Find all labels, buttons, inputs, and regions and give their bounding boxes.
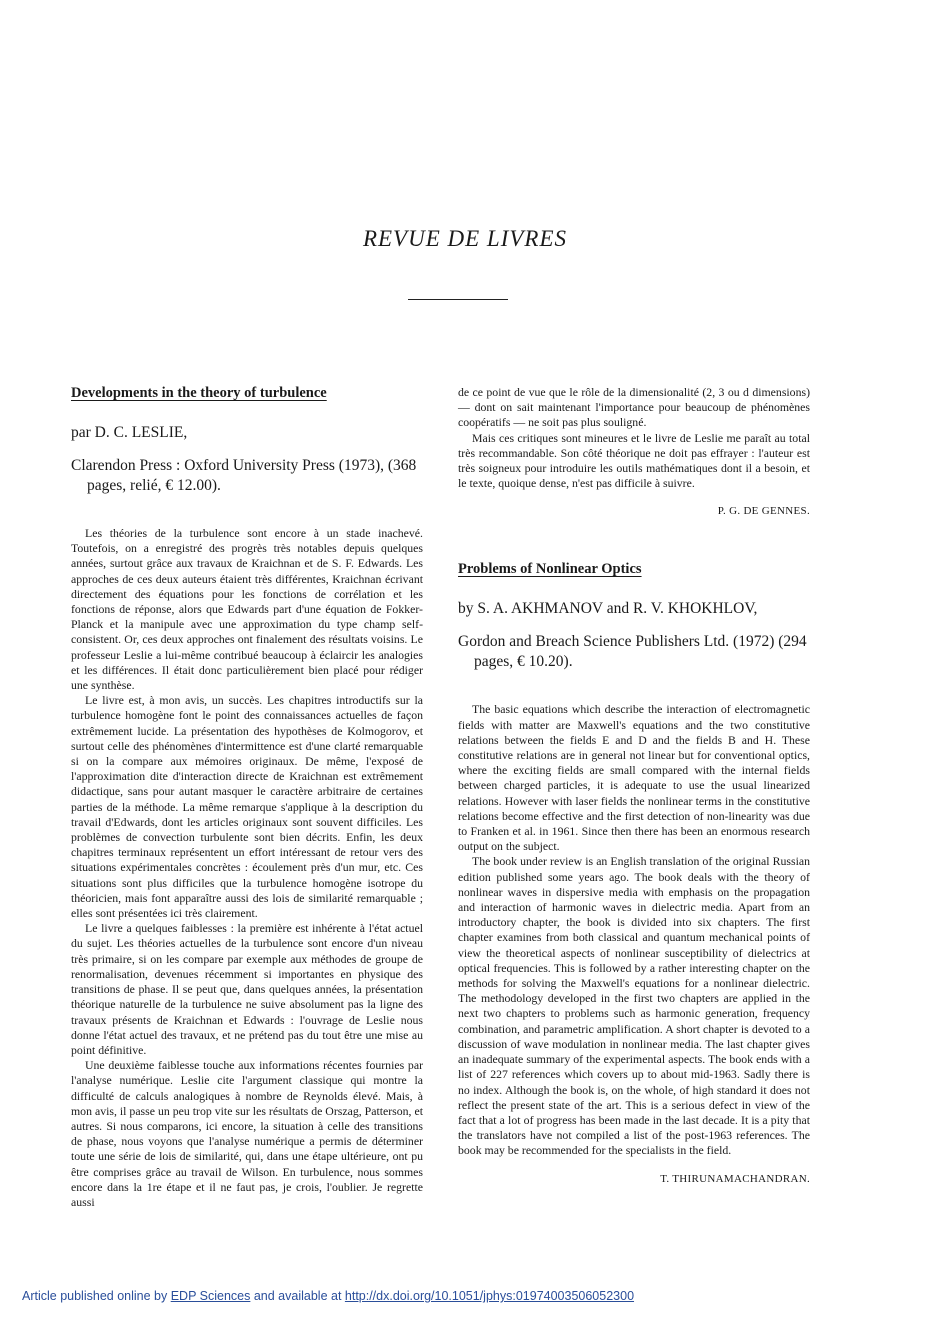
left-column bbox=[71, 385, 423, 1210]
review2-title: Problems of Nonlinear Optics bbox=[458, 561, 642, 578]
review1-paragraph: Le livre a quelques faiblesses : la première est inhérente à l'état actuel du sujet. Les théories actuelles de la turbulence sont encore d'un niveau très primaire, si on les compare par exemple aux méthodes de groupe de renormalisation, devenues récemment si importantes en physique des transitions de phase. Il se peut que, dans quelques années, la présentation théorique naturelle de la turbulence ne suive absolument pas la ligne des travaux présents de Kraichnan et Edwards : l'ouvrage de Leslie nous donne l'état actuel des travaux, et ne prétend pas du tout être une mise au point définitive. bbox=[71, 921, 423, 1057]
review2-signature: T. THIRUNAMACHANDRAN. bbox=[660, 1172, 810, 1185]
review1-continuation-block bbox=[458, 385, 810, 491]
review1-publisher: Clarendon Press : Oxford University Press (1973), (368 pages, relié, € 12.00). bbox=[71, 457, 417, 494]
review2-body bbox=[458, 702, 810, 1158]
review2-paragraph: The basic equations which describe the interaction of electromagnetic fields with matter are Maxwell's equations and the two constitutive relations between the fields E and D and the fields B and H. These constitutive relations are in general not linear but for conventional optics, where the exciting fields are small compared with the internal fields between charged particles, it is adequate to use the usual linearized relations. However with laser fields the nonlinear terms in the constitutive relations become effective and the first detection of non-linearity was due to Franken et al. in 1961. Since then there has been an enormous research output on the subject. bbox=[458, 702, 810, 854]
review2-author: by S. A. AKHMANOV and R. V. KHOKHLOV, bbox=[458, 600, 758, 618]
edp-sciences-link[interactable]: EDP Sciences bbox=[170, 1289, 251, 1303]
review1-signature: P. G. DE GENNES. bbox=[717, 505, 810, 518]
review2-paragraph: The book under review is an English translation of the original Russian edition published some years ago. The book deals with the theory of nonlinear waves in dispersive media with emphasis on the propagation and interaction of harmonic waves in dielectric media. Apart from an introductory chapter, the book is divided into six chapters. The first chapter examines from both classical and quantum mechanical points of view the theoretical aspects of nonlinear susceptibility of dielectrics at optical frequencies. This is followed by a rather interesting chapter on the methods for solving the Maxwell's equations for a nonlinear dielectric. The methodology developed in the first two chapters are applied in the next two chapters to problems such as harmonic generation, frequency combination, and parametric amplification. A short chapter is devoted to a discussion of wave modulation in nonlinear media. The last chapter gives an inadequate summary of the experimental aspects. The book ends with a list of 227 references which covers up to about mid-1963. Sadly there is no index. Although the book is, on the whole, of high standard it does not reflect the present state of the art. This is a serious defect in view of the fact that a lot of progress has been made in the last decade. It is a pity that the translators have not compiled a list of the post-1963 references. The book may be recommended for the specialists in the field. bbox=[458, 854, 810, 1158]
review1-paragraph: Le livre est, à mon avis, un succès. Les chapitres introductifs sur la turbulence homogène font le point des connaissances actuelles de façon extrêmement lucide. La présentation des hypothèses de Kolmogorov, et surtout celle des phénomènes d'intermittence est d'une clarté remarquable si on la compare aux mémoires originaux. De même, l'exposé de l'approximation dite d'interaction directe de Kraichnan est extrêmement didactique, sans pour autant masquer le caractère arbitraire de certaines parties de la méthode. La même remarque s'applique à la description du travail d'Edwards, dont les articles originaux sont souvent difficiles. Les problèmes de convection turbulente sont bien décrits. Enfin, les deux chapitres terminaux représentent un effort intéressant de retour vers des situations expérimentales concrètes : écoulement près d'un mur, etc. Ces situations sont plus difficiles que la turbulence homogène isotrope du théoricien, mais font apparaître aussi des lois de similarité remarquable ; elles sont présentées ici très clairement. bbox=[71, 693, 423, 921]
footer-notice bbox=[22, 1289, 634, 1303]
right-column bbox=[458, 385, 810, 1185]
review1-author: par D. C. LESLIE, bbox=[71, 424, 188, 441]
footer-prefix: Article published online by bbox=[22, 1289, 171, 1303]
review1-body bbox=[71, 526, 423, 1210]
page-title: REVUE DE LIVRES bbox=[362, 226, 568, 251]
title-divider bbox=[408, 299, 508, 300]
review1-closing: Mais ces critiques sont mineures et le livre de Leslie me paraît au total très recommandable. Son côté théorique ne doit pas effrayer : l'auteur est très soigneux pour introduire les outils mathématiques dont il a besoin, et le texte, quoique dense, n'est pas difficile à suivre. bbox=[458, 430, 810, 491]
review1-continuation: de ce point de vue que le rôle de la dimensionalité (2, 3 ou d dimensions) — dont on sait maintenant l'importance pour beaucoup de phénomènes coopératifs — ne soit pas plus souligné. bbox=[458, 385, 810, 430]
review1-paragraph: Une deuxième faiblesse touche aux informations récentes fournies par l'analyse numérique. Leslie cite l'argument classique qui montre la difficulté de calculs analogiques à nombre de Reynolds élevé. Mais, à mon avis, il passe un peu trop vite sur les résultats de Orszag, Patterson, et autres. Si nous comparons, ici encore, la situation à celle des transitions de phase, nous voyons que l'analyse numérique a permis de déterminer toute une série de lois de similarité, qui, dans une étape ultérieure, ont pu être comprises grâce au travail de Wilson. En turbulence, nous sommes encore dans la 1re étape et il ne faut pas, je crois, l'oublier. Je regrette aussi bbox=[71, 1058, 423, 1209]
review1-paragraph: Les théories de la turbulence sont encore à un stade inachevé. Toutefois, on a enregistré des progrès très notables depuis quelques années, surtout grâce aux travaux de Kraichnan et de S. F. Edwards. Les approches de ces deux auteurs étaient très différentes, Kraichnan écrivant directement des équations pour les fonctions de corrélation et les fonctions de réponse, alors que Edwards part d'une équation de Fokker-Planck et la manipule avec une approximation du type champ self-consistent. Or, ces deux approches ont finalement des résultats voisins. Le professeur Leslie a lui-même contribué beaucoup à éclaircir les analogies et les différences. Il était donc particulièrement bien placé pour rédiger une synthèse. bbox=[71, 526, 423, 693]
footer-middle: and available at bbox=[250, 1289, 345, 1303]
review2-publisher: Gordon and Breach Science Publishers Ltd. (1972) (294 pages, € 10.20). bbox=[458, 633, 807, 671]
doi-link[interactable]: http://dx.doi.org/10.1051/jphys:01974003506052300 bbox=[344, 1289, 635, 1303]
review1-title: Developments in the theory of turbulence bbox=[71, 385, 327, 401]
